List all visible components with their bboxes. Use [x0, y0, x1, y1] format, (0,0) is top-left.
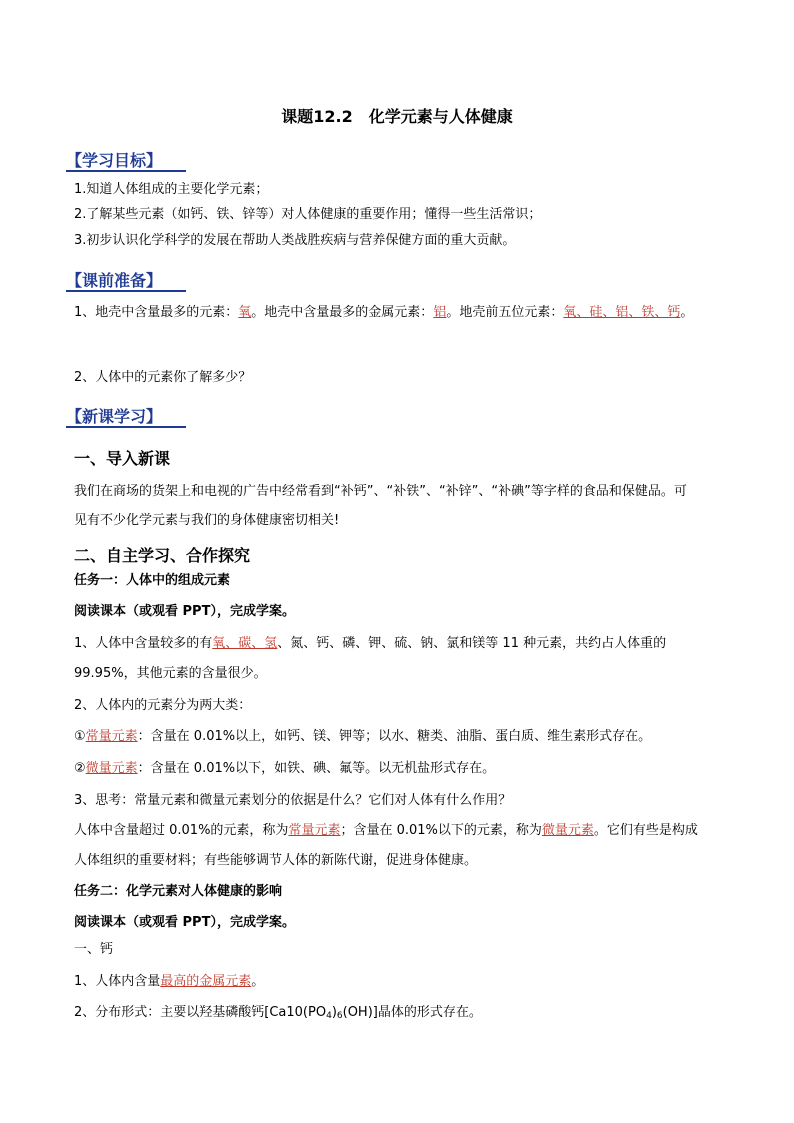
page-title: 课题12.2 化学元素与人体健康	[281, 107, 513, 126]
paragraph-line	[74, 1005, 482, 1024]
section-heading-prep: 【课前准备】	[66, 271, 163, 290]
intro-paragraph-line: 见有不少化学元素与我们的身体健康密切相关!	[74, 513, 340, 528]
text-run: 2、分布形式：主要以羟基磷酸钙[Ca10(PO	[74, 1005, 327, 1020]
text-run: 1、地壳中含量最多的元素：	[74, 305, 239, 320]
text-run: 、氮、钙、磷、钾、硫、钠、氯和镁等 11 种元素，共约占人体重的	[277, 636, 667, 651]
text-run: 。地壳前五位元素：	[446, 305, 564, 320]
heading-self-study: 二、自主学习、合作探究	[74, 546, 251, 565]
goal-3: 3.初步认识化学科学的发展在帮助人类战胜疾病与营养保健方面的重大贡献。	[74, 233, 516, 248]
text-run: (OH)]晶体的形式存在。	[342, 1005, 482, 1020]
prep-question-1	[74, 305, 693, 321]
text-run: 。	[251, 974, 265, 989]
text-run: ：含量在 0.01%以下，如铁、碘、氟等。以无机盐形式存在。	[137, 761, 496, 776]
text-run: 。地壳中含量最多的金属元素：	[251, 305, 434, 320]
intro-paragraph-line: 我们在商场的货架上和电视的广告中经常看到“补钙”、“补铁”、“补锌”、“补碘”等字样的食品和保健品。可	[74, 484, 687, 499]
text-run: ；含量在 0.01%以下的元素，称为	[340, 823, 542, 838]
subscript: 4	[326, 1011, 332, 1021]
paragraph-line	[74, 636, 666, 652]
paragraph-line: 2、人体内的元素分为两大类：	[74, 698, 252, 713]
answer-blank: 最高的金属元素	[160, 974, 252, 989]
text-run: 。	[680, 305, 694, 320]
section-heading-goals: 【学习目标】	[66, 151, 163, 170]
reading-instruction: 阅读课本（或观看 PPT），完成学案。	[74, 915, 295, 930]
task-1-title: 任务一：人体中的组成元素	[74, 573, 231, 588]
paragraph-line: 99.95%，其他元素的含量很少。	[74, 666, 267, 681]
text-run: 。它们有些是构成	[593, 823, 698, 838]
heading-intro: 一、导入新课	[74, 449, 171, 468]
paragraph-line: 人体组织的重要材料；有些能够调节人体的新陈代谢，促进身体健康。	[74, 853, 478, 868]
section-heading-study: 【新课学习】	[66, 407, 163, 426]
answer-blank: 铝	[433, 305, 447, 320]
subheading-calcium: 一、钙	[74, 942, 114, 957]
goal-2: 2.了解某些元素（如钙、铁、锌等）对人体健康的重要作用；懂得一些生活常识；	[74, 207, 542, 222]
text-run: 1、人体中含量较多的有	[74, 636, 213, 651]
section-underline	[66, 170, 186, 172]
text-run: )	[331, 1005, 337, 1020]
prep-question-2: 2、人体中的元素你了解多少？	[74, 370, 252, 385]
text-run: ②	[74, 761, 86, 776]
goal-1: 1.知道人体组成的主要化学元素；	[74, 182, 269, 197]
task-2-title: 任务二：化学元素对人体健康的影响	[74, 884, 283, 899]
text-run: 1、人体内含量	[74, 974, 161, 989]
text-run: ①	[74, 729, 86, 744]
paragraph-line	[74, 974, 264, 990]
paragraph-line	[74, 823, 698, 839]
subscript: 6	[336, 1011, 343, 1021]
paragraph-line: 3、思考：常量元素和微量元素划分的依据是什么？它们对人体有什么作用？	[74, 793, 512, 808]
section-underline	[66, 290, 186, 292]
category-trace	[74, 761, 495, 777]
text-run: 人体中含量超过 0.01%的元素，称为	[74, 823, 289, 838]
answer-blank: 氧	[238, 305, 252, 320]
answer-blank: 氧、硅、铝、铁、钙	[563, 305, 681, 320]
reading-instruction: 阅读课本（或观看 PPT），完成学案。	[74, 604, 295, 619]
category-macro	[74, 729, 651, 745]
answer-blank: 常量元素	[85, 729, 138, 744]
text-run: ：含量在 0.01%以上，如钙、镁、钾等；以水、糖类、油脂、蛋白质、维生素形式存在。	[137, 729, 652, 744]
answer-blank: 氧、碳、氢	[212, 636, 278, 651]
answer-blank: 微量元素	[541, 823, 594, 838]
section-underline	[66, 426, 186, 428]
answer-blank: 常量元素	[288, 823, 341, 838]
answer-blank: 微量元素	[85, 761, 138, 776]
